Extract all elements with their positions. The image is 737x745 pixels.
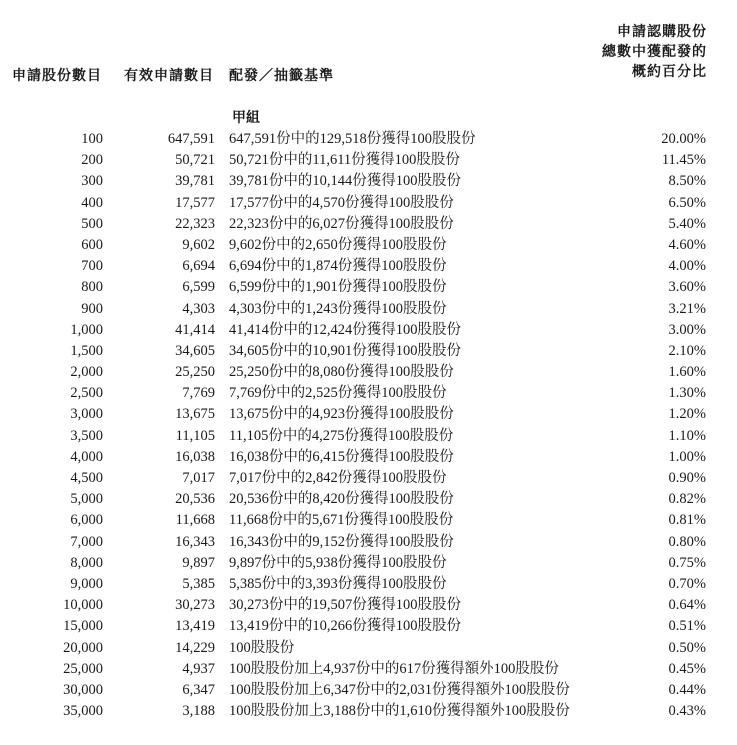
shares-cell: 700 [81,258,103,275]
valid-applications-cell: 9,602 [182,236,215,253]
valid-applications-cell: 17,577 [175,194,215,211]
percentage-cell: 8.50% [668,173,706,190]
shares-cell: 4,500 [70,470,103,486]
table-row [0,680,737,701]
valid-applications-cell: 13,419 [175,618,215,635]
shares-cell: 6,000 [70,512,103,529]
basis-cell: 13,675份中的4,923份獲得100股股份 [229,406,454,423]
shares-cell: 30,000 [63,681,103,698]
table-row [0,150,737,171]
table-row [0,638,737,659]
basis-cell: 7,017份中的2,842份獲得100股股份 [229,470,447,486]
percentage-cell: 4.00% [668,258,706,275]
header-approx-percentage [602,22,707,82]
shares-cell: 25,000 [63,660,103,677]
table-row [0,553,737,574]
shares-cell: 4,000 [70,448,103,465]
valid-applications-cell: 41,414 [175,321,215,338]
basis-cell: 100股股份加上3,188份中的1,610份獲得額外100股股份 [229,703,570,720]
header-approx-percentage-line-3: 概約百分比 [632,64,707,80]
table-row [0,616,737,637]
table-row [0,532,737,553]
percentage-cell: 0.82% [668,491,706,508]
valid-applications-cell: 4,303 [182,300,215,317]
header-valid-applications: 有效申請數目 [124,68,214,84]
percentage-cell: 11.45% [661,152,706,169]
shares-cell: 10,000 [63,597,103,614]
table-row [0,574,737,595]
shares-cell: 100 [81,131,103,147]
table-row [0,320,737,341]
valid-applications-cell: 11,105 [175,427,215,444]
percentage-cell: 0.80% [668,533,706,550]
basis-cell: 100股股份 [229,639,295,656]
valid-applications-cell: 39,781 [175,173,215,190]
percentage-cell: 1.10% [668,427,706,444]
valid-applications-cell: 6,694 [182,258,215,275]
basis-cell: 4,303份中的1,243份獲得100股股份 [229,300,447,317]
percentage-cell: 0.70% [668,575,706,592]
basis-cell: 6,694份中的1,874份獲得100股股份 [229,258,447,275]
basis-cell: 17,577份中的4,570份獲得100股股份 [229,194,454,211]
table-row [0,489,737,510]
percentage-cell: 0.43% [668,703,706,720]
basis-cell: 39,781份中的10,144份獲得100股股份 [229,173,461,190]
basis-cell: 7,769份中的2,525份獲得100股股份 [229,385,447,402]
basis-cell: 11,668份中的5,671份獲得100股股份 [229,512,454,529]
percentage-cell: 2.10% [668,342,706,359]
valid-applications-cell: 16,038 [175,448,215,465]
basis-cell: 30,273份中的19,507份獲得100股股份 [229,597,461,614]
percentage-cell: 0.50% [668,639,706,656]
table-row [0,404,737,425]
table-row [0,595,737,616]
valid-applications-cell: 7,769 [182,385,215,402]
table-row [0,468,737,489]
table-row [0,235,737,256]
shares-cell: 400 [81,194,103,211]
percentage-cell: 1.60% [668,364,706,381]
shares-cell: 300 [81,173,103,190]
shares-cell: 900 [81,300,103,317]
percentage-cell: 3.60% [668,279,706,296]
table-row [0,383,737,404]
table-row [0,362,737,383]
table-row [0,701,737,722]
table-row [0,426,737,447]
shares-cell: 800 [81,279,103,296]
basis-cell: 100股股份加上6,347份中的2,031份獲得額外100股股份 [229,681,570,698]
basis-cell: 16,343份中的9,152份獲得100股股份 [229,533,454,550]
shares-cell: 1,500 [70,342,103,359]
valid-applications-cell: 30,273 [175,597,215,614]
shares-cell: 200 [81,152,103,169]
basis-cell: 41,414份中的12,424份獲得100股股份 [229,321,461,338]
table-row [0,171,737,192]
valid-applications-cell: 6,599 [182,279,215,296]
percentage-cell: 6.50% [668,194,706,211]
percentage-cell: 4.60% [668,236,706,253]
basis-cell: 5,385份中的3,393份獲得100股股份 [229,575,447,592]
basis-cell: 13,419份中的10,266份獲得100股股份 [229,618,461,635]
shares-cell: 1,000 [70,321,103,338]
valid-applications-cell: 20,536 [175,491,215,508]
shares-cell: 2,500 [70,385,103,402]
percentage-cell: 0.51% [668,618,706,635]
percentage-cell: 0.81% [668,512,706,529]
valid-applications-cell: 16,343 [175,533,215,550]
basis-cell: 9,897份中的5,938份獲得100股股份 [229,554,447,571]
table-row [0,193,737,214]
shares-cell: 15,000 [63,618,103,635]
shares-cell: 600 [81,236,103,253]
basis-cell: 100股股份加上4,937份中的617份獲得額外100股股份 [229,660,559,677]
table-row [0,129,737,150]
valid-applications-cell: 13,675 [175,406,215,423]
header-approx-percentage-line-2: 總數中獲配發的 [602,44,707,60]
basis-cell: 20,536份中的8,420份獲得100股股份 [229,491,454,508]
table-body [0,129,737,722]
percentage-cell: 5.40% [668,215,706,232]
valid-applications-cell: 34,605 [175,342,215,359]
basis-cell: 16,038份中的6,415份獲得100股股份 [229,448,454,465]
basis-cell: 647,591份中的129,518份獲得100股股份 [229,131,476,147]
valid-applications-cell: 4,937 [182,660,215,677]
percentage-cell: 0.90% [668,470,706,486]
percentage-cell: 1.00% [668,448,706,465]
shares-cell: 5,000 [70,491,103,508]
percentage-cell: 0.64% [668,597,706,614]
table-row [0,447,737,468]
shares-cell: 35,000 [63,703,103,720]
percentage-cell: 1.30% [668,385,706,402]
shares-cell: 9,000 [70,575,103,592]
group-label: 甲組 [232,110,260,126]
table-row [0,341,737,362]
basis-cell: 11,105份中的4,275份獲得100股股份 [229,427,454,444]
table-row [0,510,737,531]
basis-cell: 34,605份中的10,901份獲得100股股份 [229,342,461,359]
table-row [0,299,737,320]
percentage-cell: 0.45% [668,660,706,677]
valid-applications-cell: 50,721 [175,152,215,169]
percentage-cell: 3.21% [668,300,706,317]
shares-cell: 8,000 [70,554,103,571]
percentage-cell: 1.20% [668,406,706,423]
basis-cell: 6,599份中的1,901份獲得100股股份 [229,279,447,296]
shares-cell: 3,000 [70,406,103,423]
table-row [0,659,737,680]
valid-applications-cell: 11,668 [175,512,215,529]
valid-applications-cell: 3,188 [182,703,215,720]
shares-cell: 500 [81,215,103,232]
header-shares-applied: 申請股份數目 [12,68,102,84]
shares-cell: 3,500 [70,427,103,444]
valid-applications-cell: 9,897 [182,554,215,571]
valid-applications-cell: 5,385 [182,575,215,592]
valid-applications-cell: 25,250 [175,364,215,381]
header-approx-percentage-line-1: 申請認購股份 [617,24,707,40]
table-row [0,277,737,298]
basis-cell: 50,721份中的11,611份獲得100股股份 [229,152,460,169]
header-allotment-basis: 配發／抽籤基準 [229,68,334,84]
valid-applications-cell: 6,347 [182,681,215,698]
percentage-cell: 0.75% [668,554,706,571]
valid-applications-cell: 647,591 [167,131,215,147]
percentage-cell: 3.00% [668,321,706,338]
valid-applications-cell: 14,229 [175,639,215,656]
shares-cell: 7,000 [70,533,103,550]
table-row [0,256,737,277]
shares-cell: 2,000 [70,364,103,381]
shares-cell: 20,000 [63,639,103,656]
table-row [0,214,737,235]
basis-cell: 9,602份中的2,650份獲得100股股份 [229,236,447,253]
percentage-cell: 20.00% [661,131,706,147]
basis-cell: 25,250份中的8,080份獲得100股股份 [229,364,454,381]
valid-applications-cell: 7,017 [182,470,215,486]
valid-applications-cell: 22,323 [175,215,215,232]
basis-cell: 22,323份中的6,027份獲得100股股份 [229,215,454,232]
percentage-cell: 0.44% [668,681,706,698]
